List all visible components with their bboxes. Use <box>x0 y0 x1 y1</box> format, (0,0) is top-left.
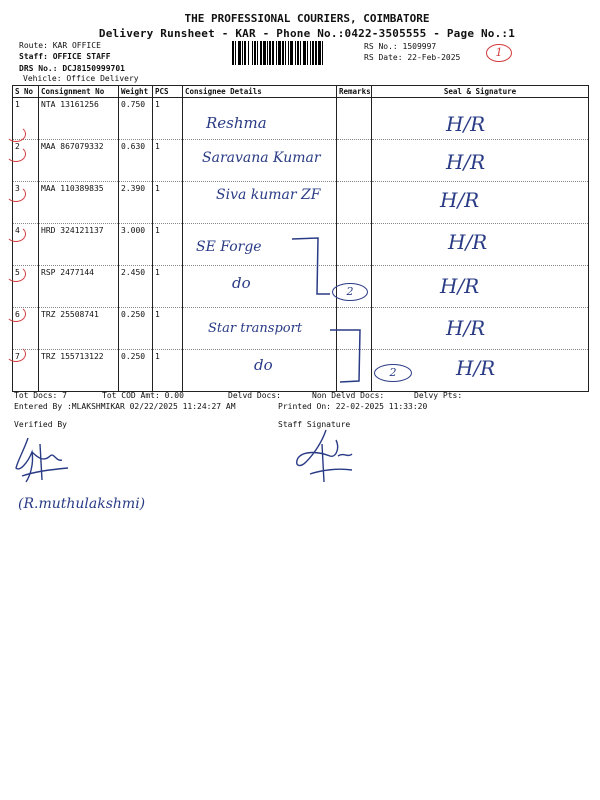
col-header-consignment: Consignment No <box>39 86 119 98</box>
sno-tick-mark <box>6 146 26 162</box>
meta-rs-no: RS No.: 1509997 <box>364 42 437 51</box>
sno-tick-mark <box>6 126 26 142</box>
cell-sno: 5 <box>13 266 39 308</box>
cell-sno: 7 <box>13 350 39 392</box>
sno-tick-mark <box>6 266 26 282</box>
handwritten-signature: H/R <box>446 112 486 136</box>
staff-signature-label: Staff Signature <box>278 420 351 429</box>
verifier-signature-scribble <box>10 432 80 488</box>
bracket-marks <box>290 236 380 386</box>
bracket-count-text: 2 <box>346 285 354 298</box>
cell-consignment: MAA 110389835 <box>39 182 119 224</box>
handwritten-signature: H/R <box>456 356 496 380</box>
cell-weight: 2.390 <box>119 182 153 224</box>
cell-pcs: 1 <box>153 98 183 140</box>
footer-entered-by: Entered By :MLAKSHMIKAR 02/22/2025 11:24:27 AM <box>14 402 236 411</box>
handwritten-signature: H/R <box>446 316 486 340</box>
cell-pcs: 1 <box>153 140 183 182</box>
cell-weight: 0.630 <box>119 140 153 182</box>
sno-tick-mark <box>6 186 26 202</box>
cell-sno: 3 <box>13 182 39 224</box>
footer-printed-on: Printed On: 22-02-2025 11:33:20 <box>278 402 428 411</box>
verifier-name-handwritten: (R.muthulakshmi) <box>18 496 146 512</box>
cell-pcs: 1 <box>153 224 183 266</box>
handwritten-consignee: SE Forge <box>196 239 262 255</box>
handwritten-consignee: Siva kumar ZF <box>216 187 321 203</box>
handwritten-consignee: do <box>254 356 273 374</box>
cell-consignment: NTA 13161256 <box>39 98 119 140</box>
meta-vehicle: Vehicle: Office Delivery <box>23 74 139 83</box>
verified-by-label: Verified By <box>14 420 67 429</box>
col-header-consignee: Consignee Details <box>183 86 337 98</box>
meta-staff: Staff: OFFICE STAFF <box>19 52 111 61</box>
cell-pcs: 1 <box>153 308 183 350</box>
footer-delvd-docs: Delvd Docs: <box>228 391 281 400</box>
meta-rs-date: RS Date: 22-Feb-2025 <box>364 53 461 62</box>
col-header-sno: S No <box>13 86 39 98</box>
cell-sno: 4 <box>13 224 39 266</box>
cell-weight: 0.250 <box>119 350 153 392</box>
cell-consignment: RSP 2477144 <box>39 266 119 308</box>
cell-weight: 3.000 <box>119 224 153 266</box>
cell-sno: 2 <box>13 140 39 182</box>
cell-weight: 0.750 <box>119 98 153 140</box>
cell-weight: 2.450 <box>119 266 153 308</box>
col-header-pcs: PCS <box>153 86 183 98</box>
sno-tick-mark <box>6 226 26 242</box>
cell-signature <box>372 266 589 308</box>
runsheet-subtitle: Delivery Runsheet - KAR - Phone No.:0422-3505555 - Page No.:1 <box>98 27 516 40</box>
cell-pcs: 1 <box>153 266 183 308</box>
page-mark-text: 1 <box>495 46 503 59</box>
staff-signature-scribble <box>286 426 366 488</box>
handwritten-consignee: Saravana Kumar <box>202 150 321 166</box>
cell-pcs: 1 <box>153 182 183 224</box>
footer-non-delvd-docs: Non Delvd Docs: <box>312 391 385 400</box>
handwritten-signature: H/R <box>440 188 480 212</box>
handwritten-consignee: Reshma <box>206 114 267 132</box>
cell-signature <box>372 182 589 224</box>
cell-remarks <box>337 182 372 224</box>
cell-consignment: HRD 324121137 <box>39 224 119 266</box>
cell-consignment: TRZ 25508741 <box>39 308 119 350</box>
table-header-row <box>13 86 589 98</box>
handwritten-signature: H/R <box>446 150 486 174</box>
barcode-image <box>232 41 354 65</box>
meta-route: Route: KAR OFFICE <box>19 41 101 50</box>
col-header-remarks: Remarks <box>337 86 372 98</box>
handwritten-signature: H/R <box>440 274 480 298</box>
bracket-count-circle <box>332 283 368 301</box>
page-mark-circle <box>486 44 512 62</box>
bracket-count-text: 2 <box>389 366 397 379</box>
cell-sno: 1 <box>13 98 39 140</box>
cell-pcs: 1 <box>153 350 183 392</box>
cell-weight: 0.250 <box>119 308 153 350</box>
company-title: THE PROFESSIONAL COURIERS, COIMBATORE <box>184 12 430 25</box>
handwritten-consignee: Star transport <box>208 321 303 336</box>
handwritten-signature: H/R <box>448 230 488 254</box>
cell-remarks <box>337 98 372 140</box>
footer-delvy-pts: Delvy Pts: <box>414 391 463 400</box>
cell-consignment: TRZ 155713122 <box>39 350 119 392</box>
cell-consignment: MAA 867079332 <box>39 140 119 182</box>
col-header-signature: Seal & Signature <box>372 86 589 98</box>
table-row <box>13 98 589 140</box>
handwritten-consignee: do <box>232 274 251 292</box>
meta-drs: DRS No.: DCJ8150999701 <box>19 64 125 73</box>
col-header-weight: Weight <box>119 86 153 98</box>
sno-tick-mark <box>6 306 26 322</box>
sno-tick-mark <box>6 346 26 362</box>
bracket-count-circle <box>374 364 412 382</box>
footer-tot-docs: Tot Docs: 7 <box>14 391 67 400</box>
footer-tot-cod: Tot COD Amt: 0.00 <box>102 391 184 400</box>
cell-remarks <box>337 140 372 182</box>
cell-sno: 6 <box>13 308 39 350</box>
